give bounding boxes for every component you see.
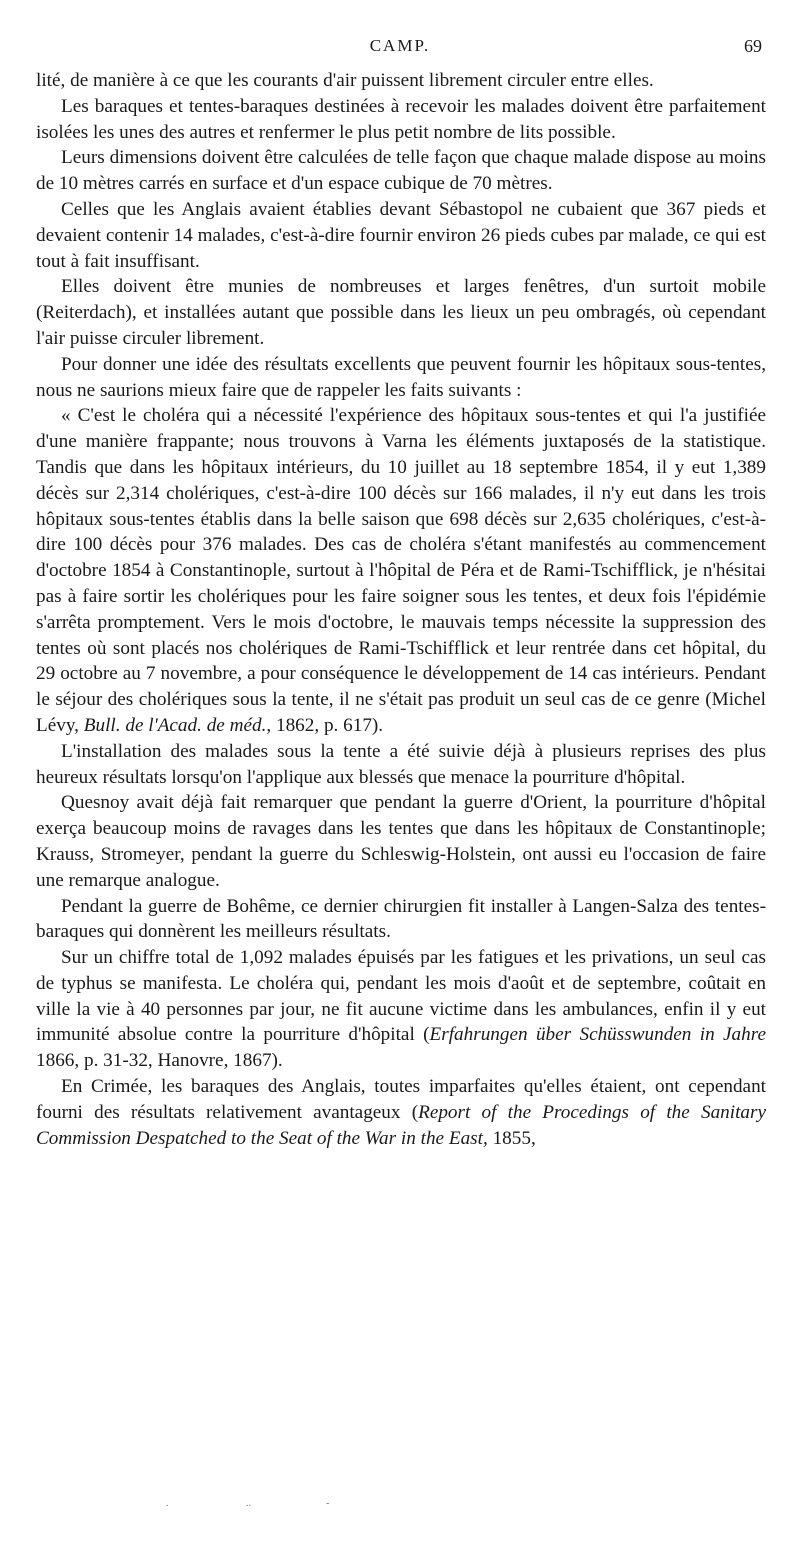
paragraph: Quesnoy avait déjà fait remarquer que pendant la guerre d'Orient, la pourriture d'hôpital exerça beaucoup moins de ravages dans les tentes que dans les hôpitaux de Constantinople; Krauss, Stromeyer, pendant la guerre du Schleswig-Holstein, ont aussi eu l'occasion de faire une remarque analogue. (36, 792, 766, 891)
paragraph: lité, de manière à ce que les courants d'air puissent librement circuler entre elles. (36, 70, 654, 91)
paragraph (36, 945, 766, 1074)
citation-title: Erfahrungen über Schüsswunden in Jahre (429, 1024, 766, 1046)
paragraph: Leurs dimensions doivent être calculées de telle façon que chaque malade dispose au moins de 10 mètres carrés en surface et d'un espace cubique de 70 mètres. (36, 147, 766, 195)
paragraph-text: Sur un chiffre total de 1,092 malades épuisés par les fatigues et les privations, un seul cas de typhus se manifesta. Le choléra qui, pendant les mois d'août et de septembre, coûtait en ville la vie à 40 personnes par jour, ne fit aucune victime dans les ambulances, enfin il y eut immunité absolue contre la pourriture d'hôpital ( (36, 947, 766, 1046)
quotation-paragraph (36, 403, 766, 738)
body-text (36, 68, 766, 1151)
citation-title: Bull. de l'Acad. de méd. (83, 714, 267, 736)
citation-tail: , 1862, p. 617). (266, 714, 384, 736)
paragraph: Elles doivent être munies de nombreuses et larges fenêtres, d'un surtoit mobile (Reiterdach), et installées autant que possible dans les lieux un peu ombragés, où cependant l'air puisse circuler librement. (36, 276, 766, 349)
footer-mark: . (166, 1498, 169, 1509)
running-head: CAMP. (369, 36, 431, 55)
footer-mark: - (326, 1498, 330, 1509)
paragraph-text: « C'est le choléra qui a nécessité l'expérience des hôpitaux sous-tentes et qui l'a justifiée d'une manière frappante; nous trouvons à Varna les éléments juxtaposés de la statistique. Tandis que dans les hôpitaux intérieurs, du 10 juillet au 18 septembre 1854, il y eut 1,389 décès sur 2,314 cholériques, c'est-à-dire 100 décès sur 166 malades, il n'y eut dans les trois hôpitaux sous-tentes établis dans la belle saison que 698 décès sur 2,635 cholériques, c'est-à-dire 100 décès pour 376 malades. Des cas de choléra s'étant manifestés au commencement d'octobre 1854 à Constantinople, surtout à l'hôpital de Péra et de Rami-Tschifflick, je n'hésitai pas à faire sortir les cholériques pour les faire soigner sous les tentes, et deux fois l'épidémie s'arrêta promptement. Vers le mois d'octobre, le mauvais temps nécessite la suppression des tentes où sont placés nos cholériques de Rami-Tschifflick et leur rentrée dans cet hôpital, du 29 octobre au 7 novembre, a pour conséquence le développement de 14 cas intérieurs. Pendant le séjour des cholériques sous la tente, il ne s'était pas produit un seul cas de ce genre (Michel Lévy, (36, 405, 766, 736)
citation-tail: 1866, p. 31-32, Hanovre, 1867). (36, 1050, 283, 1072)
footer-mark: .. (246, 1498, 251, 1509)
citation-tail: 1855, (487, 1127, 536, 1149)
paragraph-text: En Crimée, les baraques des Anglais, toutes imparfaites qu'elles étaient, ont cependant fourni des résultats relativement avantageux ( (36, 1076, 766, 1123)
paragraph: Pendant la guerre de Bohême, ce dernier chirurgien fit installer à Langen-Salza des tentes-baraques qui donnèrent les meilleurs résultats. (36, 895, 766, 943)
citation-title: Report of the Procedings of the Sanitary Commission Despatched to the Seat of the War in the East, (36, 1101, 766, 1149)
page-header (38, 36, 762, 58)
paragraph (36, 1074, 766, 1151)
paragraph: L'installation des malades sous la tente a été suivie déjà à plusieurs reprises des plus heureux résultats lorsqu'on l'applique aux blessés que menace la pourriture d'hôpital. (36, 740, 766, 788)
paragraph: Les baraques et tentes-baraques destinées à recevoir les malades doivent être parfaitement isolées les unes des autres et renfermer le plus petit nombre de lits possible. (36, 95, 766, 143)
page-number: 69 (744, 36, 762, 56)
paragraph: Celles que les Anglais avaient établies devant Sébastopol ne cubaient que 367 pieds et devaient contenir 14 malades, c'est-à-dire fournir environ 26 pieds cubes par malade, ce qui est tout à fait insuffisant. (36, 198, 766, 272)
paragraph: Pour donner une idée des résultats excellents que peuvent fournir les hôpitaux sous-tentes, nous ne saurions mieux faire que de rappeler les faits suivants : (36, 353, 766, 401)
footer-marks (0, 1498, 800, 1508)
